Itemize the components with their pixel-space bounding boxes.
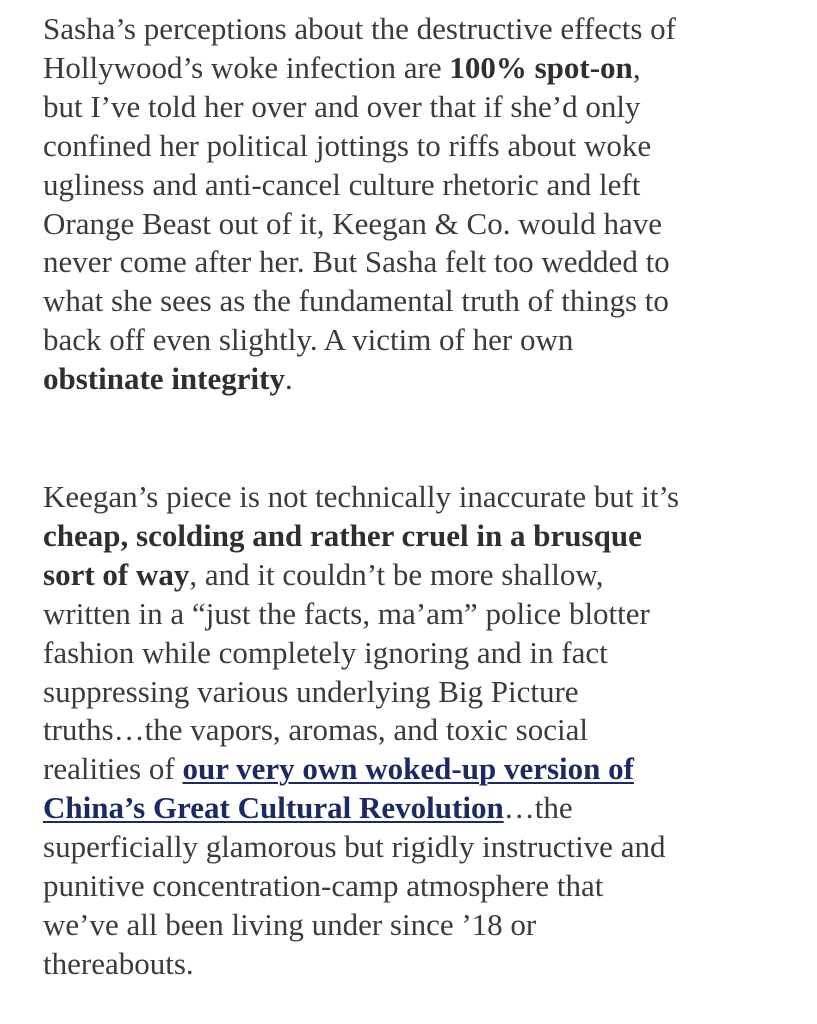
text-line — [43, 478, 793, 517]
text-span: back off even slightly. A victim of her own — [43, 322, 574, 358]
text-span: punitive concentration-camp atmosphere that — [43, 868, 604, 904]
text-line — [43, 360, 793, 399]
text-span: truths…the vapors, aromas, and toxic social — [43, 712, 588, 748]
text-span: , and it couldn’t be more shallow, — [189, 556, 604, 592]
text-span: never come after her. But Sasha felt too wedded to — [43, 244, 670, 280]
text-line — [43, 556, 793, 595]
text-span: but I’ve told her over and over that if she’d only — [43, 88, 641, 124]
text-line — [43, 828, 793, 867]
cultural-revolution-link-part-1[interactable]: our very own woked-up version of — [182, 751, 634, 787]
paragraph-2 — [43, 478, 793, 984]
text-line — [43, 945, 793, 984]
text-line — [43, 49, 793, 88]
text-span: suppressing various underlying Big Picture — [43, 673, 579, 709]
text-line — [43, 595, 793, 634]
text-line — [43, 789, 793, 828]
text-span: …the — [503, 790, 573, 826]
bold-emphasis: obstinate integrity — [43, 361, 285, 397]
text-span: thereabouts. — [43, 945, 194, 981]
text-line — [43, 205, 793, 244]
text-span: fashion while completely ignoring and in fact — [43, 634, 608, 670]
text-line — [43, 321, 793, 360]
text-span: realities of — [43, 751, 183, 787]
text-span: written in a “just the facts, ma’am” police blotter — [43, 595, 650, 631]
text-line — [43, 88, 793, 127]
bold-emphasis: sort of way — [43, 556, 190, 592]
text-span: confined her political jottings to riffs about woke — [43, 127, 652, 163]
cultural-revolution-link-part-2[interactable]: China’s Great Cultural Revolution — [43, 790, 504, 826]
text-span: . — [284, 361, 293, 397]
text-line — [43, 517, 793, 556]
text-span: superficially glamorous but rigidly instructive and — [43, 829, 666, 865]
text-line — [43, 906, 793, 945]
bold-emphasis: 100% spot-on — [449, 49, 633, 85]
text-line — [43, 10, 793, 49]
text-span: Keegan’s piece is not technically inaccurate but it’s — [43, 479, 680, 514]
paragraph-1 — [43, 10, 793, 399]
text-span: we’ve all been living under since ’18 or — [43, 906, 537, 942]
text-line — [43, 711, 793, 750]
bold-emphasis: cheap, scolding and rather cruel in a brusque — [43, 517, 642, 553]
text-span: , — [632, 49, 641, 85]
text-line — [43, 634, 793, 673]
text-span: Sasha’s perceptions about the destructive effects of — [43, 11, 677, 46]
text-span: Orange Beast out of it, Keegan & Co. would have — [43, 205, 662, 241]
text-span: ugliness and anti-cancel culture rhetoric and left — [43, 166, 641, 202]
text-line — [43, 243, 793, 282]
text-line — [43, 867, 793, 906]
text-line — [43, 750, 793, 789]
text-span: Hollywood’s woke infection are — [43, 49, 450, 85]
text-line — [43, 127, 793, 166]
text-line — [43, 673, 793, 712]
text-span: what she sees as the fundamental truth of things to — [43, 283, 669, 319]
text-line — [43, 166, 793, 205]
text-line — [43, 282, 793, 321]
